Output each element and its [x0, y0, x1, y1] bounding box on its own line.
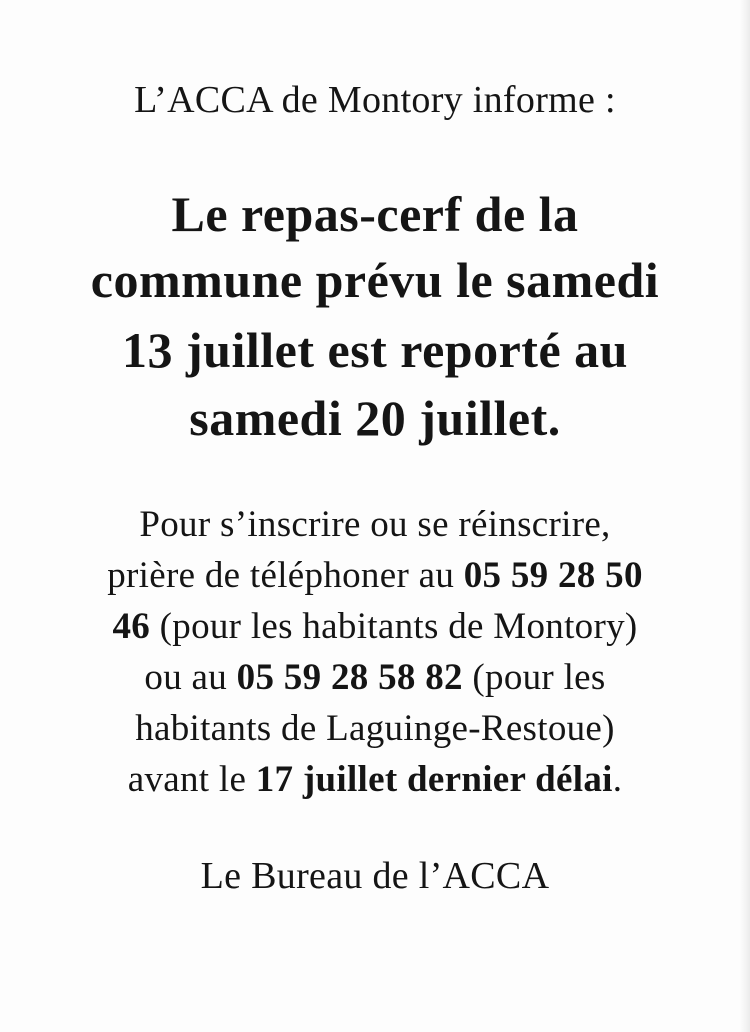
body-line-6-text-a: avant le [127, 759, 256, 800]
phone-laguinge: 05 59 28 58 82 [236, 657, 463, 698]
headline-line-3: 13 juillet est reporté au [122, 322, 628, 378]
body-line-4 [0, 653, 750, 703]
body-line-4-text-b: (pour les [462, 657, 606, 698]
body-line-2 [0, 551, 750, 601]
signature: Le Bureau de l’ACCA [200, 855, 550, 897]
headline-line-4: samedi 20 juillet. [189, 390, 561, 446]
headline-line-1: Le repas-cerf de la [171, 186, 579, 242]
body-line-4-text-a: ou au [144, 657, 237, 698]
body-line-2-text: prière de téléphoner au [107, 555, 464, 596]
deadline: 17 juillet dernier délai [255, 759, 613, 800]
body-line-6-text-b: . [612, 759, 623, 800]
phone-montory-part-2: 46 [112, 606, 151, 647]
phone-montory-part-1: 05 59 28 50 [463, 555, 643, 596]
body-line-6 [0, 755, 750, 805]
body-line-5: habitants de Laguinge-Restoue) [135, 708, 615, 749]
body-line-3 [0, 602, 750, 652]
body-line-3-text: (pour les habitants de Montory) [150, 606, 638, 647]
headline-line-2: commune prévu le samedi [90, 252, 660, 308]
body-line-1: Pour s’inscrire ou se réinscrire, [139, 504, 611, 545]
notice-intro: L’ACCA de Montory informe : [134, 79, 616, 121]
